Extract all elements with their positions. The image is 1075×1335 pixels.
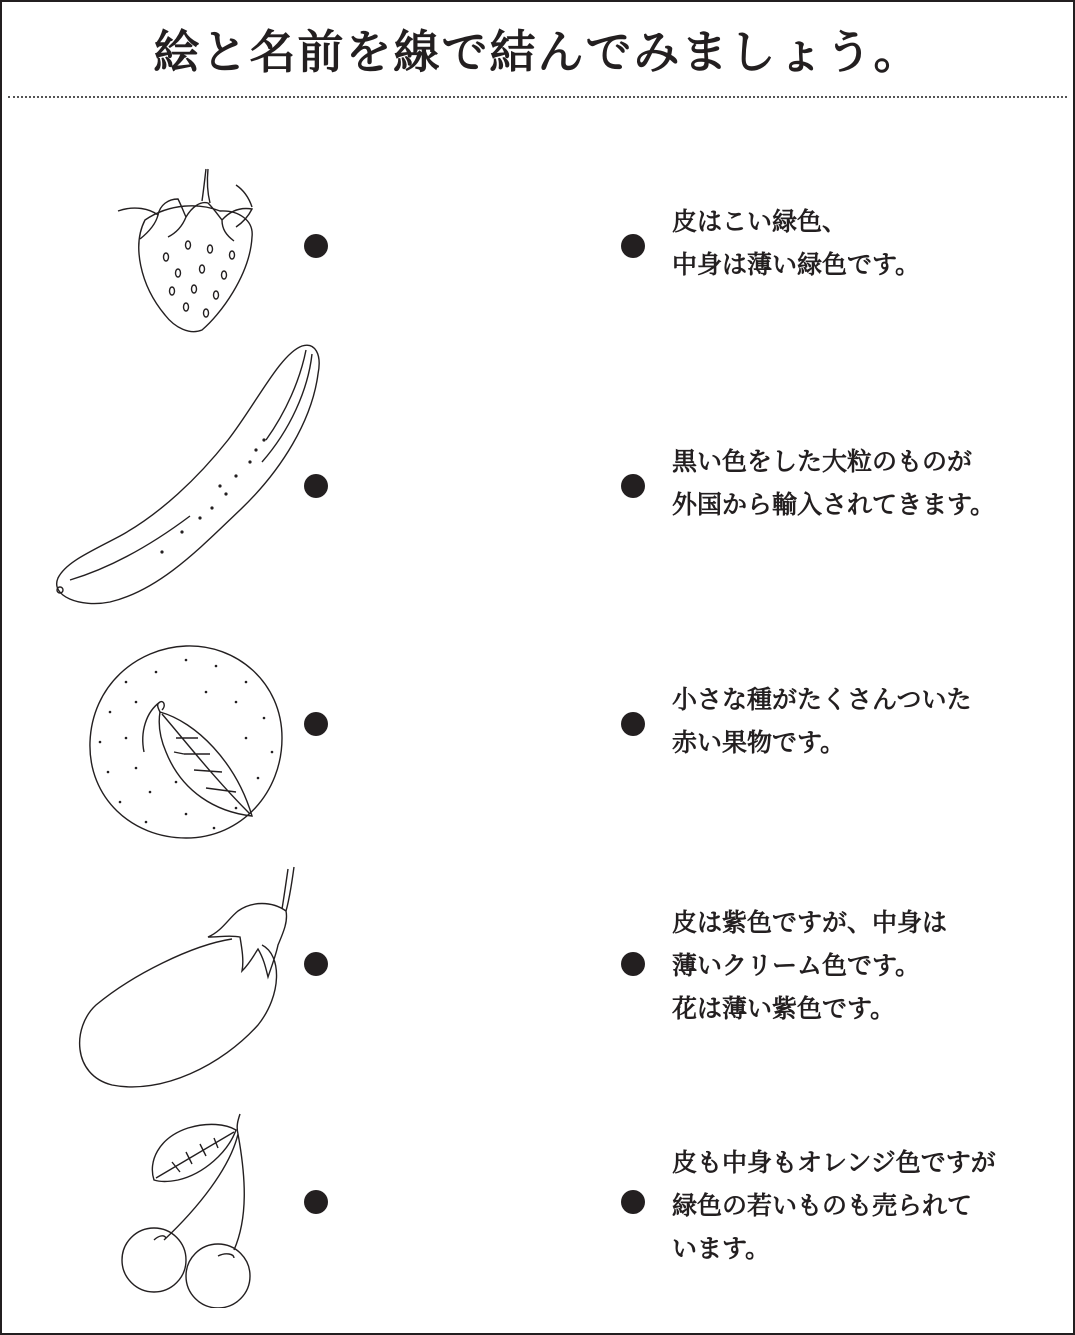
description-line: 黒い色をした大粒のものが bbox=[672, 447, 973, 476]
left-dot-4[interactable] bbox=[304, 952, 328, 976]
description-3 bbox=[672, 678, 972, 764]
description-line: います。 bbox=[672, 1234, 771, 1263]
eggplant-icon bbox=[72, 865, 302, 1095]
description-line: 外国から輸入されてきます。 bbox=[672, 490, 996, 519]
description-line: 中身は薄い緑色です。 bbox=[672, 250, 921, 279]
right-dot-1[interactable] bbox=[621, 234, 645, 258]
description-line: 赤い果物です。 bbox=[672, 728, 846, 757]
description-line: 皮はこい緑色、 bbox=[672, 207, 848, 236]
strawberry-icon bbox=[110, 165, 260, 340]
description-line: 皮も中身もオレンジ色ですが bbox=[672, 1148, 996, 1177]
description-line: 緑色の若いものも売られて bbox=[672, 1191, 973, 1220]
watermelon-icon bbox=[86, 642, 286, 842]
description-4 bbox=[672, 901, 947, 1030]
right-dot-2[interactable] bbox=[621, 474, 645, 498]
description-1 bbox=[672, 200, 920, 286]
left-dot-1[interactable] bbox=[304, 234, 328, 258]
left-dot-2[interactable] bbox=[304, 474, 328, 498]
description-line: 小さな種がたくさんついた bbox=[672, 685, 972, 714]
right-dot-5[interactable] bbox=[621, 1190, 645, 1214]
right-dot-4[interactable] bbox=[621, 952, 645, 976]
description-line: 薄いクリーム色です。 bbox=[672, 951, 921, 980]
cherry-icon bbox=[118, 1108, 258, 1308]
description-line: 花は薄い紫色です。 bbox=[672, 994, 896, 1023]
description-line: 皮は紫色ですが、中身は bbox=[672, 908, 948, 937]
dotted-divider bbox=[8, 96, 1067, 98]
description-2 bbox=[672, 440, 995, 526]
left-dot-3[interactable] bbox=[304, 712, 328, 736]
page-title: 絵と名前を線で結んでみましょう。 bbox=[153, 25, 922, 79]
left-dot-5[interactable] bbox=[304, 1190, 328, 1214]
description-5 bbox=[672, 1141, 996, 1270]
cucumber-icon bbox=[50, 340, 325, 608]
right-dot-3[interactable] bbox=[621, 712, 645, 736]
